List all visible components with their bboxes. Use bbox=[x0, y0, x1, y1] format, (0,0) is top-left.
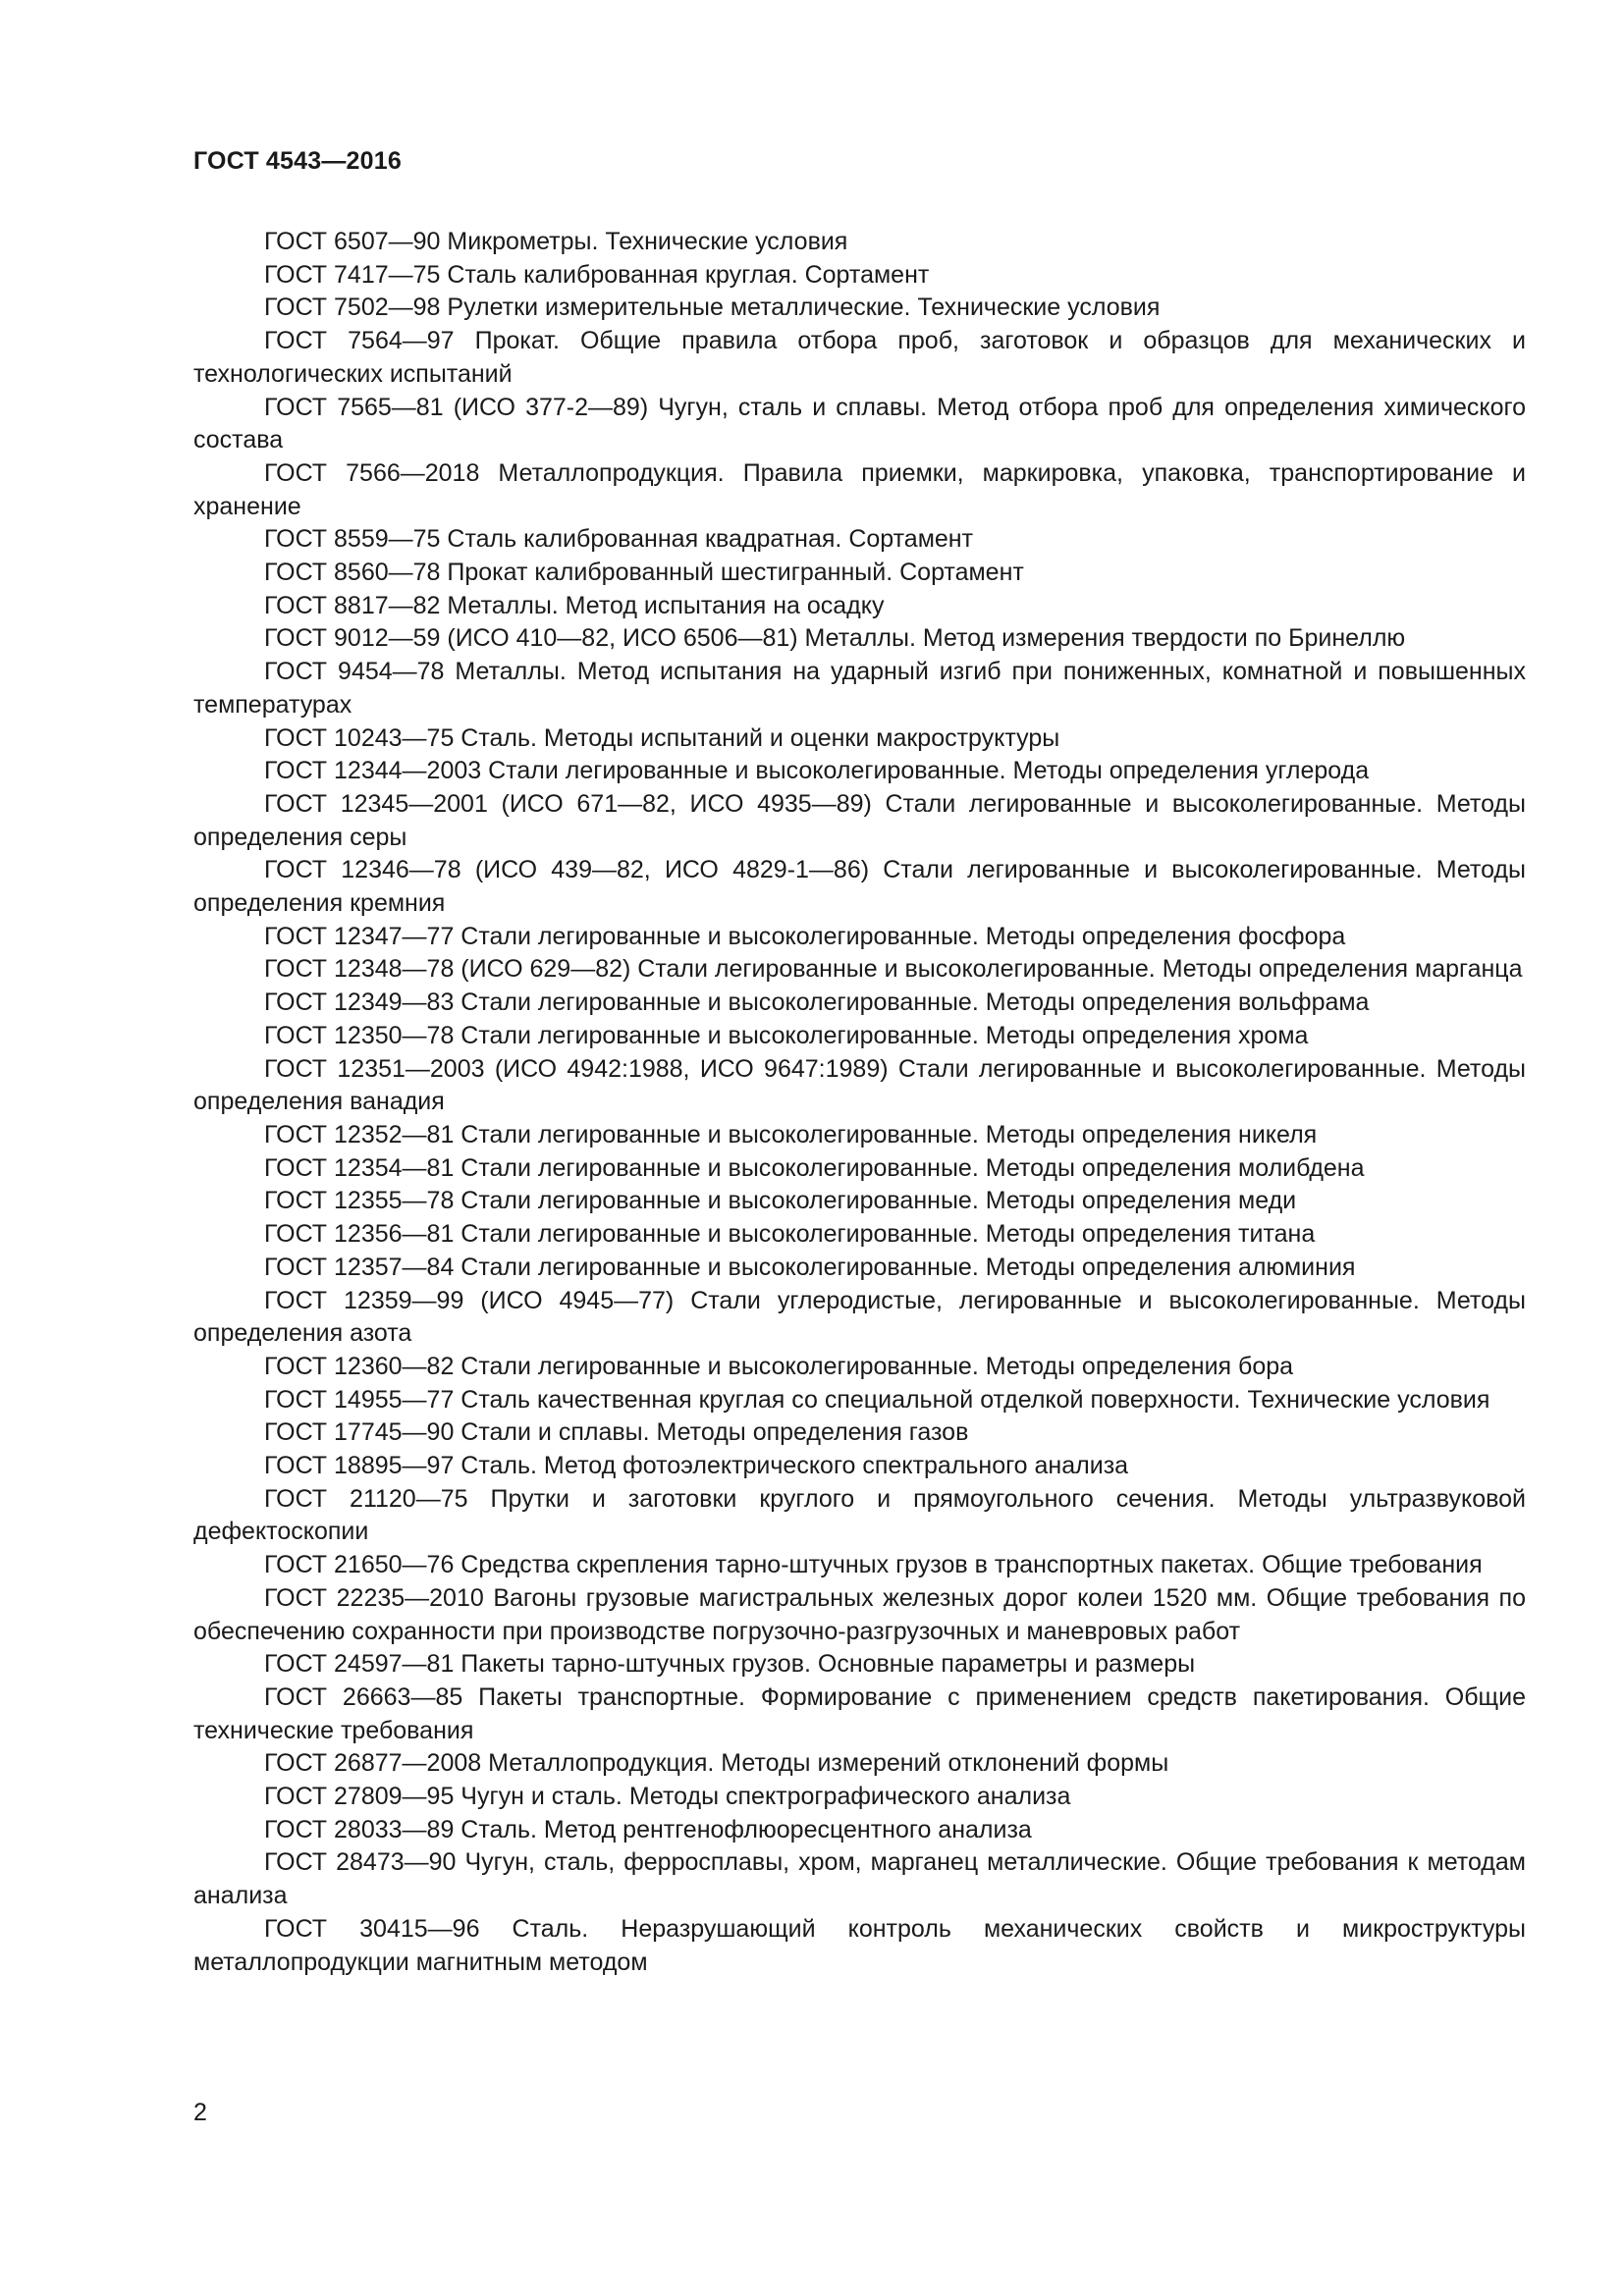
reference-item: ГОСТ 12357—84 Стали легированные и высоколегированные. Методы определения алюминия bbox=[264, 1253, 1356, 1281]
reference-item: ГОСТ 12348—78 (ИСО 629—82) Стали легированные и высоколегированные. Методы определения марганца bbox=[264, 955, 1523, 984]
page-number: 2 bbox=[193, 2099, 207, 2126]
reference-item: ГОСТ 12352—81 Стали легированные и высоколегированные. Методы определения никеля bbox=[264, 1120, 1318, 1148]
reference-item: ГОСТ 7566—2018 Металлопродукция. Правила приемки, маркировка, упаковка, транспортирование и хранение bbox=[193, 458, 1526, 520]
reference-item: ГОСТ 12356—81 Стали легированные и высоколегированные. Методы определения титана bbox=[264, 1220, 1316, 1249]
reference-item: ГОСТ 14955—77 Сталь качественная круглая со специальной отделкой поверхности. Технические условия bbox=[264, 1385, 1490, 1414]
reference-item: ГОСТ 12349—83 Стали легированные и высоколегированные. Методы определения вольфрама bbox=[264, 988, 1370, 1017]
reference-item: ГОСТ 22235—2010 Вагоны грузовые магистральных железных дорог колеи 1520 мм. Общие требования по обеспечению сохранности при производстве погрузочно-разгрузочных и маневровых работ bbox=[193, 1583, 1526, 1645]
reference-item: ГОСТ 12355—78 Стали легированные и высоколегированные. Методы определения меди bbox=[264, 1187, 1297, 1215]
document-code: ГОСТ 4543—2016 bbox=[193, 147, 402, 175]
reference-item: ГОСТ 18895—97 Сталь. Метод фотоэлектрического спектрального анализа bbox=[264, 1452, 1129, 1480]
reference-item: ГОСТ 12346—78 (ИСО 439—82, ИСО 4829-1—86) Стали легированные и высоколегированные. Методы определения кремния bbox=[193, 856, 1526, 918]
reference-item: ГОСТ 9454—78 Металлы. Метод испытания на ударный изгиб при пониженных, комнатной и повышенных температурах bbox=[193, 658, 1526, 719]
reference-item: ГОСТ 7502—98 Рулетки измерительные металлические. Технические условия bbox=[264, 294, 1161, 322]
reference-item: ГОСТ 21650—76 Средства скрепления тарно-штучных грузов в транспортных пакетах. Общие требования bbox=[264, 1551, 1483, 1579]
reference-item: ГОСТ 12354—81 Стали легированные и высоколегированные. Методы определения молибдена bbox=[264, 1153, 1365, 1182]
reference-item: ГОСТ 12344—2003 Стали легированные и высоколегированные. Методы определения углерода bbox=[264, 757, 1370, 785]
reference-list bbox=[193, 226, 1526, 1979]
reference-item: ГОСТ 6507—90 Микрометры. Технические условия bbox=[264, 228, 848, 255]
reference-item: ГОСТ 27809—95 Чугун и сталь. Методы спектрографического анализа bbox=[264, 1783, 1071, 1811]
reference-item: ГОСТ 24597—81 Пакеты тарно-штучных грузов. Основные параметры и размеры bbox=[264, 1650, 1196, 1679]
reference-item: ГОСТ 7565—81 (ИСО 377-2—89) Чугун, сталь и сплавы. Метод отбора проб для определения химического состава bbox=[193, 393, 1526, 454]
reference-item: ГОСТ 26877—2008 Металлопродукция. Методы измерений отклонений формы bbox=[264, 1749, 1169, 1778]
reference-item: ГОСТ 28033—89 Сталь. Метод рентгенофлюоресцентного анализа bbox=[264, 1815, 1032, 1843]
reference-item: ГОСТ 8817—82 Металлы. Метод испытания на осадку bbox=[264, 591, 885, 619]
reference-item: ГОСТ 12359—99 (ИСО 4945—77) Стали углеродистые, легированные и высоколегированные. Методы определения азота bbox=[193, 1286, 1526, 1348]
reference-item: ГОСТ 8559—75 Сталь калиброванная квадратная. Сортамент bbox=[264, 525, 974, 554]
reference-item: ГОСТ 12351—2003 (ИСО 4942:1988, ИСО 9647:1989) Стали легированные и высоколегированные. Методы определения ванадия bbox=[193, 1054, 1526, 1116]
reference-item: ГОСТ 12350—78 Стали легированные и высоколегированные. Методы определения хрома bbox=[264, 1021, 1309, 1049]
reference-item: ГОСТ 7564—97 Прокат. Общие правила отбора проб, заготовок и образцов для механических и технологических испытаний bbox=[193, 327, 1526, 388]
reference-item: ГОСТ 8560—78 Прокат калиброванный шестигранный. Сортамент bbox=[264, 559, 1024, 587]
reference-item: ГОСТ 28473—90 Чугун, сталь, ферросплавы, хром, марганец металлические. Общие требования к методам анализа bbox=[193, 1848, 1526, 1910]
reference-item: ГОСТ 30415—96 Сталь. Неразрушающий контроль механических свойств и микроструктуры металлопродукции магнитным методом bbox=[193, 1914, 1526, 1976]
reference-item: ГОСТ 9012—59 (ИСО 410—82, ИСО 6506—81) Металлы. Метод измерения твердости по Бринеллю bbox=[264, 624, 1406, 653]
reference-item: ГОСТ 7417—75 Сталь калиброванная круглая. Сортамент bbox=[264, 260, 930, 289]
reference-item: ГОСТ 26663—85 Пакеты транспортные. Формирование с применением средств пакетирования. Общие технические требования bbox=[193, 1682, 1526, 1744]
reference-item: ГОСТ 12347—77 Стали легированные и высоколегированные. Методы определения фосфора bbox=[264, 922, 1346, 950]
reference-item: ГОСТ 12360—82 Стали легированные и высоколегированные. Методы определения бора bbox=[264, 1352, 1294, 1380]
reference-item: ГОСТ 17745—90 Стали и сплавы. Методы определения газов bbox=[264, 1418, 969, 1447]
reference-item: ГОСТ 10243—75 Сталь. Методы испытаний и оценки макроструктуры bbox=[264, 723, 1060, 752]
reference-item: ГОСТ 12345—2001 (ИСО 671—82, ИСО 4935—89) Стали легированные и высоколегированные. Методы определения серы bbox=[193, 789, 1526, 851]
reference-item: ГОСТ 21120—75 Прутки и заготовки круглого и прямоугольного сечения. Методы ультразвуковой дефектоскопии bbox=[193, 1484, 1526, 1546]
